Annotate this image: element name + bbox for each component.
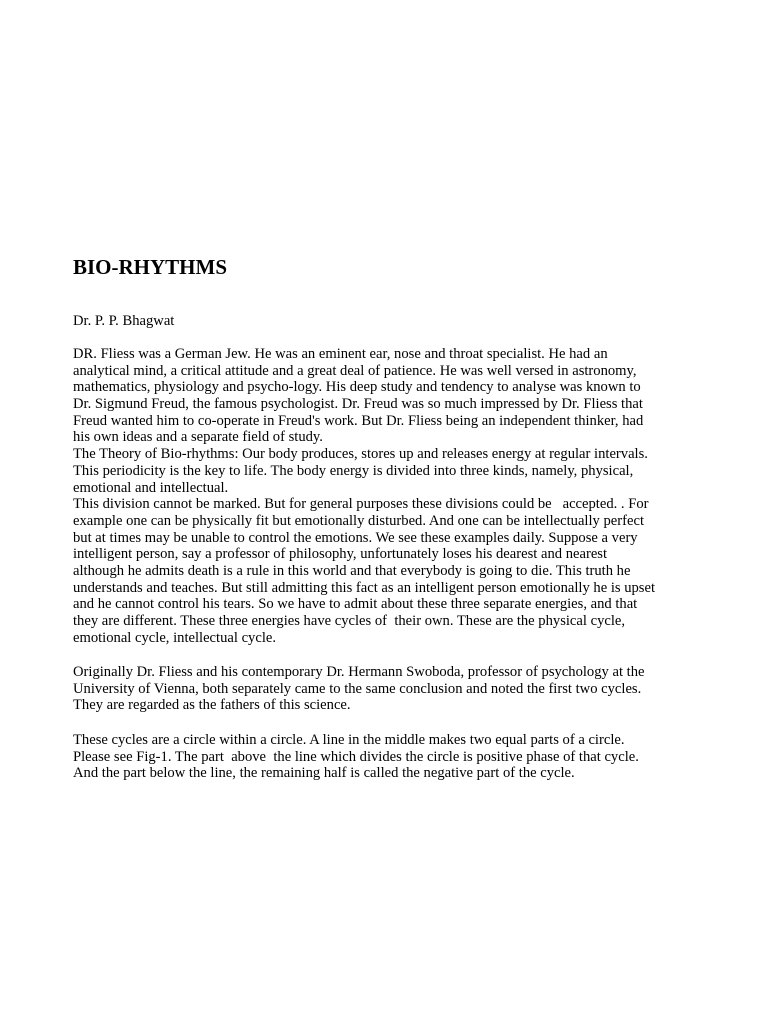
text-line: They are regarded as the fathers of this science. bbox=[73, 697, 351, 714]
text-line: intelligent person, say a professor of philosophy, unfortunately loses his dearest and nearest bbox=[73, 546, 608, 563]
paragraph-block-cycles bbox=[73, 732, 639, 782]
text-line: Freud wanted him to co-operate in Freud's work. But Dr. Fliess being an independent thinker, had bbox=[73, 412, 644, 429]
text-line: and he cannot control his tears. So we have to admit about these three separate energies, and that bbox=[73, 596, 638, 613]
text-line: This division cannot be marked. But for general purposes these divisions could be accepted. . For bbox=[73, 496, 649, 513]
author-line: Dr. P. P. Bhagwat bbox=[73, 313, 175, 329]
text-line: mathematics, physiology and psycho-logy. His deep study and tendency to analyse was known to bbox=[73, 379, 641, 396]
text-line: These cycles are a circle within a circle. A line in the middle makes two equal parts of a circle. bbox=[73, 732, 625, 748]
text-line: his own ideas and a separate field of study. bbox=[73, 429, 323, 446]
text-line: University of Vienna, both separately came to the same conclusion and noted the first two cycles. bbox=[73, 680, 642, 697]
text-line: The Theory of Bio-rhythms: Our body produces, stores up and releases energy at regular intervals. bbox=[73, 446, 648, 463]
text-line: Dr. Sigmund Freud, the famous psychologist. Dr. Freud was so much impressed by Dr. Fliess that bbox=[73, 396, 643, 413]
text-line: example one can be physically fit but emotionally disturbed. And one can be intellectually perfect bbox=[73, 512, 644, 529]
text-line: Originally Dr. Fliess and his contemporary Dr. Hermann Swoboda, professor of psychology at the bbox=[73, 664, 645, 680]
text-line: emotional and intellectual. bbox=[73, 479, 229, 496]
paragraph-block-origins bbox=[73, 664, 645, 714]
page-title: BIO-RHYTHMS bbox=[73, 255, 228, 279]
text-line: Please see Fig-1. The part above the line which divides the circle is positive phase of that cycle. bbox=[73, 748, 639, 765]
paragraph-block-history bbox=[73, 346, 655, 646]
text-line: understands and teaches. But still admitting this fact as an intelligent person emotionally he is upset bbox=[73, 579, 656, 596]
text-line: but at times may be unable to control the emotions. We see these examples daily. Suppose a very bbox=[73, 529, 638, 546]
text-line: although he admits death is a rule in this world and that everybody is going to die. This truth he bbox=[73, 562, 631, 579]
text-line: they are different. These three energies have cycles of their own. These are the physical cycle, bbox=[73, 613, 626, 629]
text-line: analytical mind, a critical attitude and a great deal of patience. He was well versed in astronomy, bbox=[73, 362, 637, 379]
text-line: And the part below the line, the remaining half is called the negative part of the cycle. bbox=[73, 765, 575, 782]
text-line: This periodicity is the key to life. The body energy is divided into three kinds, namely, physical, bbox=[73, 462, 634, 479]
text-line: DR. Fliess was a German Jew. He was an eminent ear, nose and throat specialist. He had an bbox=[73, 346, 608, 362]
text-line: emotional cycle, intellectual cycle. bbox=[73, 629, 277, 646]
